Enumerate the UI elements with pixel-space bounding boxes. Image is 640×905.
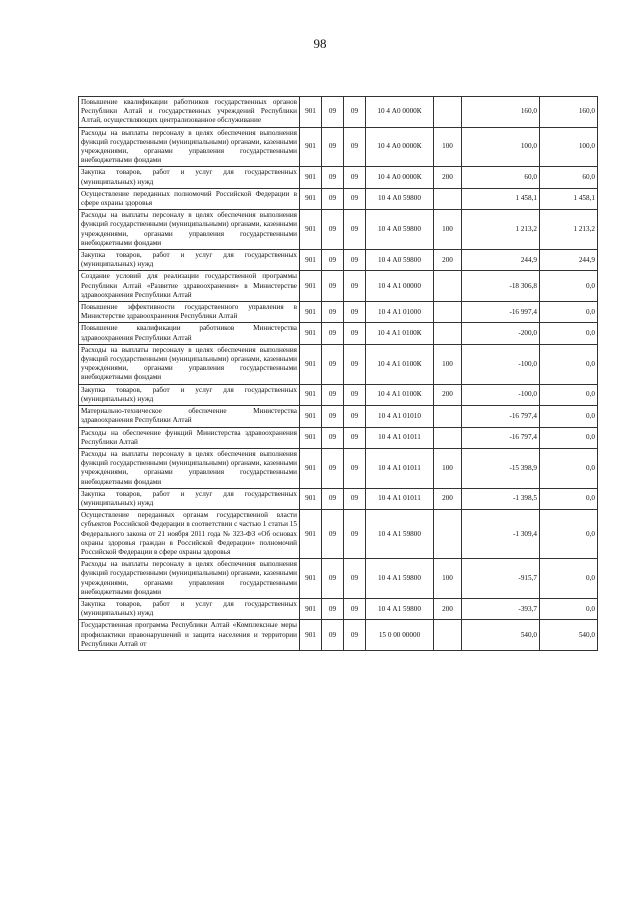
row-expense-type-cell: 100 (434, 559, 462, 599)
row-target-article-cell: 10 4 А0 0000К (366, 97, 434, 128)
row-target-article-cell: 10 4 А1 01011 (366, 427, 434, 448)
row-subsection-cell: 09 (344, 271, 366, 302)
row-amount-2-cell: 0,0 (540, 323, 598, 344)
row-section-cell: 09 (322, 510, 344, 559)
row-section-cell: 09 (322, 406, 344, 427)
table-row (79, 510, 598, 559)
row-expense-type-cell (434, 510, 462, 559)
row-name-cell: Закупка товаров, работ и услуг для государственных (муниципальных) нужд (79, 384, 300, 405)
table-row (79, 127, 598, 167)
row-name-cell: Осуществление переданных полномочий Российской Федерации в сфере охраны здоровья (79, 188, 300, 209)
row-target-article-cell: 10 4 А1 01011 (366, 488, 434, 509)
row-grbs-cell: 901 (300, 271, 322, 302)
row-expense-type-cell: 100 (434, 210, 462, 250)
row-name-cell: Закупка товаров, работ и услуг для государственных (муниципальных) нужд (79, 167, 300, 188)
row-subsection-cell: 09 (344, 127, 366, 167)
row-amount-2-cell: 1 213,2 (540, 210, 598, 250)
row-name-cell: Государственная программа Республики Алтай «Комплексные меры профилактики правонарушений и защита населения и территории Республики Алтай от (79, 620, 300, 651)
row-target-article-cell: 10 4 А1 01011 (366, 448, 434, 488)
row-expense-type-cell: 200 (434, 250, 462, 271)
row-amount-2-cell: 0,0 (540, 448, 598, 488)
row-name-cell: Расходы на выплаты персоналу в целях обеспечения выполнения функций государственными (муниципальными) органами, казенными учреждениями, органами управления государственными внебюджетными фондами (79, 127, 300, 167)
table-row (79, 598, 598, 619)
row-amount-1-cell: -18 306,8 (462, 271, 540, 302)
table-row (79, 488, 598, 509)
row-amount-1-cell: 540,0 (462, 620, 540, 651)
table-row (79, 427, 598, 448)
row-name-cell: Повышение квалификации работников государственных органов Республики Алтай и государственных учреждений Республики Алтай, осуществляющих централизованное обслуживание (79, 97, 300, 128)
row-subsection-cell: 09 (344, 302, 366, 323)
table-row (79, 97, 598, 128)
row-section-cell: 09 (322, 488, 344, 509)
row-subsection-cell: 09 (344, 488, 366, 509)
row-grbs-cell: 901 (300, 427, 322, 448)
row-target-article-cell: 10 4 А1 59800 (366, 510, 434, 559)
row-amount-2-cell: 0,0 (540, 598, 598, 619)
row-amount-1-cell: -16 997,4 (462, 302, 540, 323)
row-name-cell: Создание условий для реализации государственной программы Республики Алтай «Развитие здравоохранения» в Министерстве здравоохранения Республики Алтай (79, 271, 300, 302)
row-section-cell: 09 (322, 271, 344, 302)
row-target-article-cell: 10 4 А0 59800 (366, 250, 434, 271)
row-subsection-cell: 09 (344, 384, 366, 405)
row-amount-1-cell: -1 309,4 (462, 510, 540, 559)
row-expense-type-cell (434, 271, 462, 302)
row-section-cell: 09 (322, 302, 344, 323)
row-target-article-cell: 10 4 А0 0000К (366, 127, 434, 167)
row-section-cell: 09 (322, 448, 344, 488)
row-amount-2-cell: 0,0 (540, 344, 598, 384)
row-amount-2-cell: 0,0 (540, 427, 598, 448)
row-name-cell: Расходы на выплаты персоналу в целях обеспечения выполнения функций государственными (муниципальными) органами, казенными учреждениями, органами управления государственными внебюджетными фондами (79, 344, 300, 384)
row-amount-1-cell: -16 797,4 (462, 427, 540, 448)
row-amount-2-cell: 0,0 (540, 488, 598, 509)
table-row (79, 406, 598, 427)
row-name-cell: Осуществление переданных органам государственной власти субъектов Российской Федерации в соответствии с частью 1 статьи 15 Федерального закона от 21 ноября 2011 года № 323-ФЗ «Об основах охраны здоровья граждан в Российской Федерации» полномочий Российской Федерации в сфере охраны здоровья (79, 510, 300, 559)
row-subsection-cell: 09 (344, 448, 366, 488)
row-expense-type-cell (434, 406, 462, 427)
row-section-cell: 09 (322, 188, 344, 209)
row-expense-type-cell (434, 188, 462, 209)
row-expense-type-cell: 200 (434, 167, 462, 188)
row-amount-2-cell: 0,0 (540, 559, 598, 599)
row-target-article-cell: 10 4 А0 59800 (366, 188, 434, 209)
table-row (79, 344, 598, 384)
table-row (79, 323, 598, 344)
row-section-cell: 09 (322, 344, 344, 384)
row-subsection-cell: 09 (344, 323, 366, 344)
row-grbs-cell: 901 (300, 488, 322, 509)
row-subsection-cell: 09 (344, 598, 366, 619)
row-grbs-cell: 901 (300, 559, 322, 599)
row-subsection-cell: 09 (344, 620, 366, 651)
row-amount-2-cell: 0,0 (540, 271, 598, 302)
row-amount-2-cell: 0,0 (540, 302, 598, 323)
row-amount-2-cell: 160,0 (540, 97, 598, 128)
row-amount-1-cell: 100,0 (462, 127, 540, 167)
row-section-cell: 09 (322, 323, 344, 344)
table-body (79, 97, 598, 651)
row-subsection-cell: 09 (344, 344, 366, 384)
row-grbs-cell: 901 (300, 384, 322, 405)
row-amount-1-cell: 244,9 (462, 250, 540, 271)
row-section-cell: 09 (322, 250, 344, 271)
row-amount-1-cell: -16 797,4 (462, 406, 540, 427)
row-subsection-cell: 09 (344, 559, 366, 599)
row-section-cell: 09 (322, 97, 344, 128)
table-row (79, 167, 598, 188)
row-target-article-cell: 10 4 А1 59800 (366, 559, 434, 599)
row-grbs-cell: 901 (300, 188, 322, 209)
row-expense-type-cell: 100 (434, 448, 462, 488)
row-amount-2-cell: 1 458,1 (540, 188, 598, 209)
row-expense-type-cell: 200 (434, 488, 462, 509)
row-amount-1-cell: -15 398,9 (462, 448, 540, 488)
budget-table (78, 96, 598, 651)
row-expense-type-cell (434, 620, 462, 651)
row-amount-2-cell: 0,0 (540, 406, 598, 427)
row-target-article-cell: 10 4 А0 59800 (366, 210, 434, 250)
row-subsection-cell: 09 (344, 210, 366, 250)
table-row (79, 302, 598, 323)
row-grbs-cell: 901 (300, 344, 322, 384)
row-target-article-cell: 10 4 А1 0100К (366, 384, 434, 405)
row-amount-2-cell: 244,9 (540, 250, 598, 271)
table-row (79, 271, 598, 302)
row-grbs-cell: 901 (300, 210, 322, 250)
row-grbs-cell: 901 (300, 167, 322, 188)
table-row (79, 250, 598, 271)
row-grbs-cell: 901 (300, 323, 322, 344)
row-amount-1-cell: -100,0 (462, 384, 540, 405)
row-expense-type-cell: 200 (434, 598, 462, 619)
row-grbs-cell: 901 (300, 97, 322, 128)
row-subsection-cell: 09 (344, 510, 366, 559)
row-amount-1-cell: -915,7 (462, 559, 540, 599)
row-name-cell: Расходы на выплаты персоналу в целях обеспечения выполнения функций государственными (муниципальными) органами, казенными учреждениями, органами управления государственными внебюджетными фондами (79, 448, 300, 488)
row-grbs-cell: 901 (300, 510, 322, 559)
row-amount-1-cell: -200,0 (462, 323, 540, 344)
row-grbs-cell: 901 (300, 406, 322, 427)
row-name-cell: Материально-техническое обеспечение Министерства здравоохранения Республики Алтай (79, 406, 300, 427)
row-target-article-cell: 10 4 А1 0100К (366, 344, 434, 384)
row-expense-type-cell: 200 (434, 384, 462, 405)
row-section-cell: 09 (322, 210, 344, 250)
row-amount-2-cell: 60,0 (540, 167, 598, 188)
row-expense-type-cell (434, 97, 462, 128)
row-amount-1-cell: -1 398,5 (462, 488, 540, 509)
row-subsection-cell: 09 (344, 427, 366, 448)
row-amount-1-cell: 1 213,2 (462, 210, 540, 250)
row-name-cell: Закупка товаров, работ и услуг для государственных (муниципальных) нужд (79, 488, 300, 509)
row-expense-type-cell (434, 427, 462, 448)
row-amount-1-cell: 1 458,1 (462, 188, 540, 209)
row-target-article-cell: 10 4 А0 0000К (366, 167, 434, 188)
row-subsection-cell: 09 (344, 97, 366, 128)
row-name-cell: Расходы на выплаты персоналу в целях обеспечения выполнения функций государственными (муниципальными) органами, казенными учреждениями, органами управления государственными внебюджетными фондами (79, 559, 300, 599)
row-target-article-cell: 10 4 А1 01000 (366, 302, 434, 323)
table-row (79, 448, 598, 488)
row-expense-type-cell (434, 323, 462, 344)
table-row (79, 620, 598, 651)
row-grbs-cell: 901 (300, 302, 322, 323)
row-name-cell: Закупка товаров, работ и услуг для государственных (муниципальных) нужд (79, 250, 300, 271)
row-amount-1-cell: 160,0 (462, 97, 540, 128)
row-subsection-cell: 09 (344, 406, 366, 427)
row-target-article-cell: 10 4 А1 00000 (366, 271, 434, 302)
page-number: 98 (313, 36, 327, 51)
row-section-cell: 09 (322, 384, 344, 405)
row-name-cell: Расходы на выплаты персоналу в целях обеспечения выполнения функций государственными (муниципальными) органами, казенными учреждениями, органами управления государственными внебюджетными фондами (79, 210, 300, 250)
row-name-cell: Закупка товаров, работ и услуг для государственных (муниципальных) нужд (79, 598, 300, 619)
table-row (79, 210, 598, 250)
row-target-article-cell: 10 4 А1 0100К (366, 323, 434, 344)
table-row (79, 559, 598, 599)
row-grbs-cell: 901 (300, 598, 322, 619)
row-amount-1-cell: -100,0 (462, 344, 540, 384)
row-name-cell: Расходы на обеспечение функций Министерства здравоохранения Республики Алтай (79, 427, 300, 448)
table-row (79, 384, 598, 405)
row-section-cell: 09 (322, 598, 344, 619)
row-target-article-cell: 15 0 00 00000 (366, 620, 434, 651)
row-amount-1-cell: 60,0 (462, 167, 540, 188)
row-section-cell: 09 (322, 620, 344, 651)
row-expense-type-cell: 100 (434, 127, 462, 167)
row-subsection-cell: 09 (344, 167, 366, 188)
row-expense-type-cell: 100 (434, 344, 462, 384)
row-subsection-cell: 09 (344, 250, 366, 271)
row-section-cell: 09 (322, 427, 344, 448)
row-name-cell: Повышение квалификации работников Министерства здравоохранения Республики Алтай (79, 323, 300, 344)
row-amount-2-cell: 100,0 (540, 127, 598, 167)
row-grbs-cell: 901 (300, 250, 322, 271)
row-name-cell: Повышение эффективности государственного управления в Министерстве здравоохранения Республики Алтай (79, 302, 300, 323)
row-expense-type-cell (434, 302, 462, 323)
row-amount-2-cell: 540,0 (540, 620, 598, 651)
row-section-cell: 09 (322, 559, 344, 599)
row-section-cell: 09 (322, 127, 344, 167)
row-target-article-cell: 10 4 А1 59800 (366, 598, 434, 619)
row-section-cell: 09 (322, 167, 344, 188)
row-grbs-cell: 901 (300, 127, 322, 167)
row-subsection-cell: 09 (344, 188, 366, 209)
row-target-article-cell: 10 4 А1 01010 (366, 406, 434, 427)
row-amount-2-cell: 0,0 (540, 510, 598, 559)
table-row (79, 188, 598, 209)
row-grbs-cell: 901 (300, 448, 322, 488)
row-amount-1-cell: -393,7 (462, 598, 540, 619)
row-amount-2-cell: 0,0 (540, 384, 598, 405)
row-grbs-cell: 901 (300, 620, 322, 651)
